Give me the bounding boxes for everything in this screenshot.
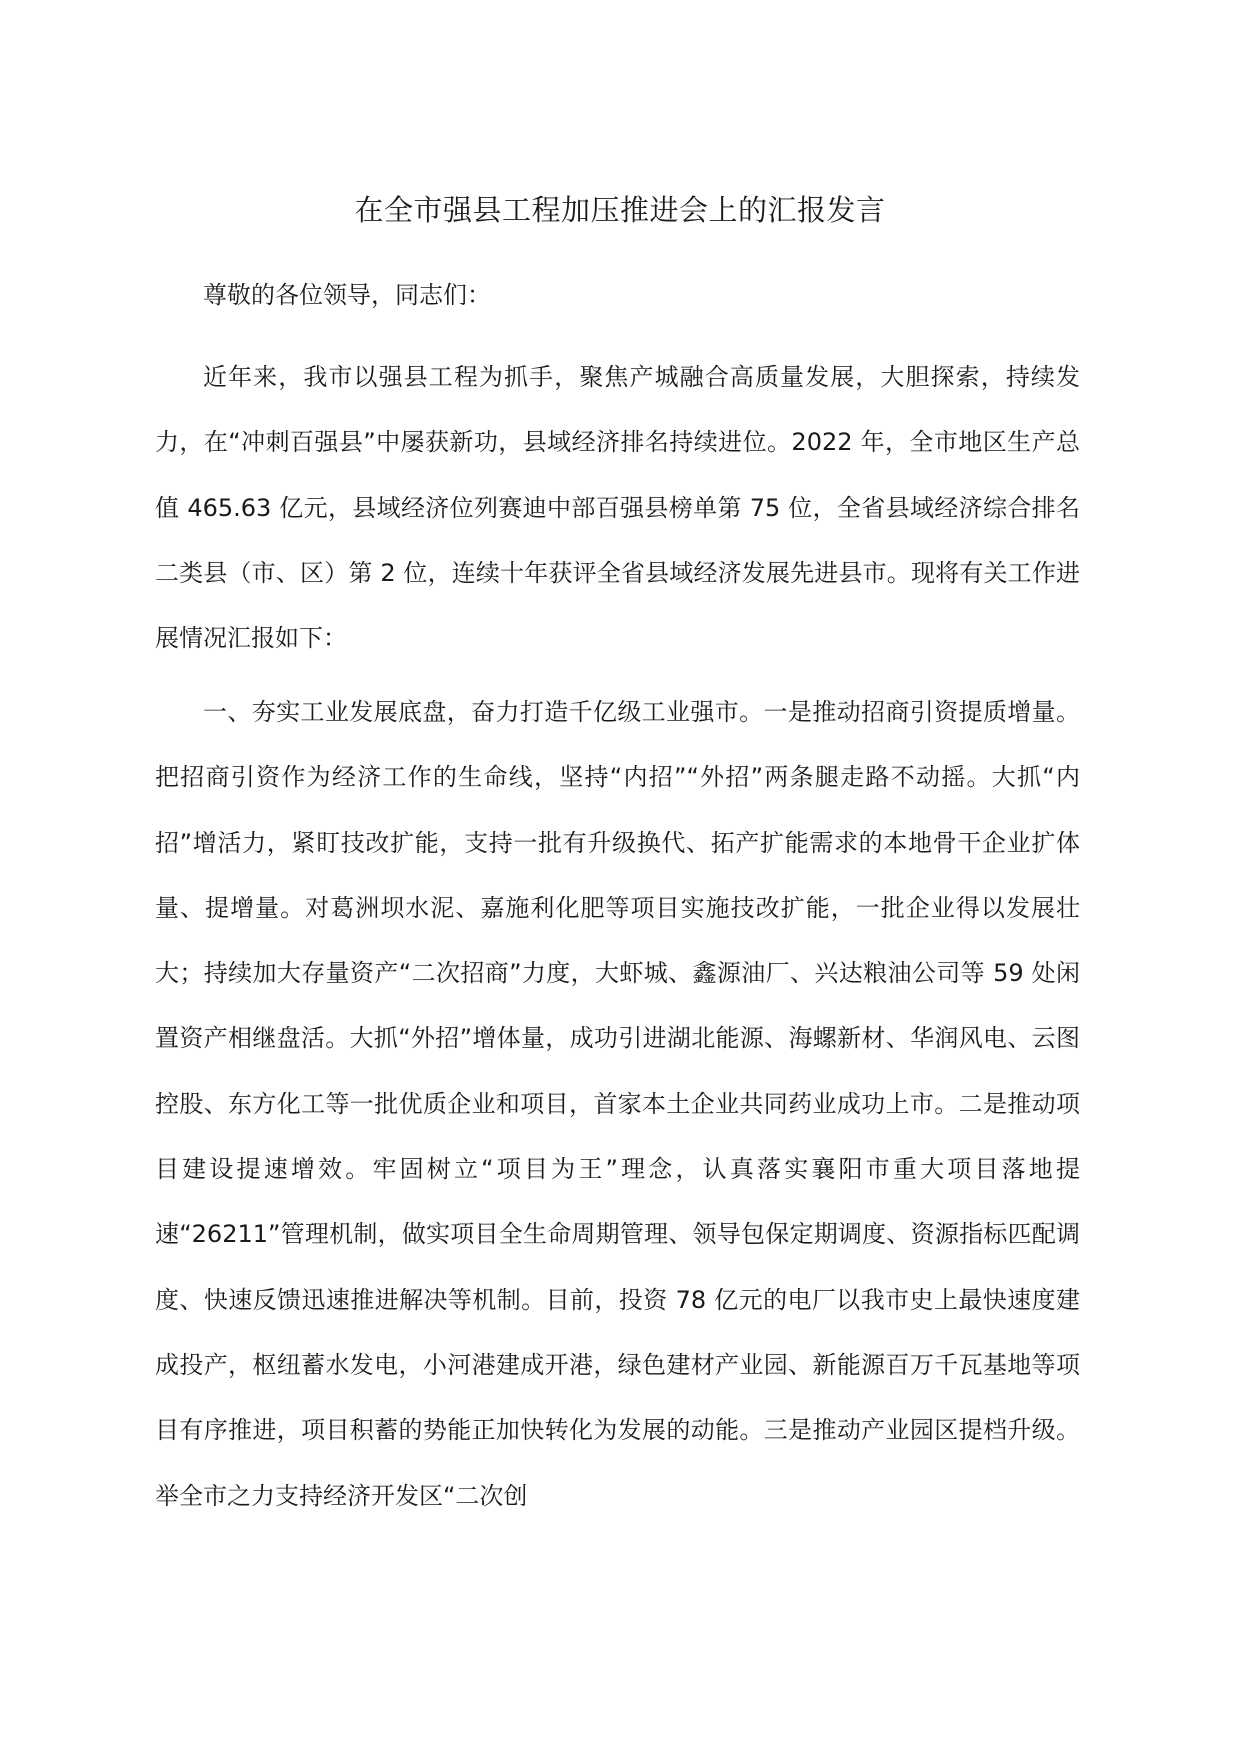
paragraph-section-one: 一、夯实工业发展底盘，奋力打造千亿级工业强市。一是推动招商引资提质增量。把招商引资作为经济工作的生命线，坚持“内招”“外招”两条腿走路不动摇。大抓“内招”增活力，紧盯技改扩能，支持一批有升级换代、拓产扩能需求的本地骨干企业扩体量、提增量。对葛洲坝水泥、嘉施利化肥等项目实施技改扩能，一批企业得以发展壮大；持续加大存量资产“二次招商”力度，大虾城、鑫源油厂、兴达粮油公司等 59 处闲置资产相继盘活。大抓“外招”增体量，成功引进湖北能源、海螺新材、华润风电、云图控股、东方化工等一批优质企业和项目，首家本土企业共同药业成功上市。二是推动项目建设提速增效。牢固树立“项目为王”理念，认真落实襄阳市重大项目落地提速“26211”管理机制，做实项目全生命周期管理、领导包保定期调度、资源指标匹配调度、快速反馈迅速推进解决等机制。目前，投资 78 亿元的电厂以我市史上最快速度建成投产，枢纽蓄水发电，小河港建成开港，绿色建材产业园、新能源百万千瓦基地等项目有序推进，项目积蓄的势能正加快转化为发展的动能。三是推动产业园区提档升级。举全市之力支持经济开发区“二次创: [155, 698, 1080, 1510]
document-title: 在全市强县工程加压推进会上的汇报发言: [354, 193, 886, 227]
greeting: 尊敬的各位领导，同志们：: [203, 281, 491, 309]
paragraph-intro: 近年来，我市以强县工程为抓手，聚焦产城融合高质量发展，大胆探索，持续发力，在“冲刺百强县”中屡获新功，县域经济排名持续进位。2022 年，全市地区生产总值 465.63 亿元，县域经济位列赛迪中部百强县榜单第 75 位，全省县域经济综合排名二类县（市、区）第 2 位，连续十年获评全省县域经济发展先进县市。现将有关工作进展情况汇报如下：: [155, 363, 1080, 653]
